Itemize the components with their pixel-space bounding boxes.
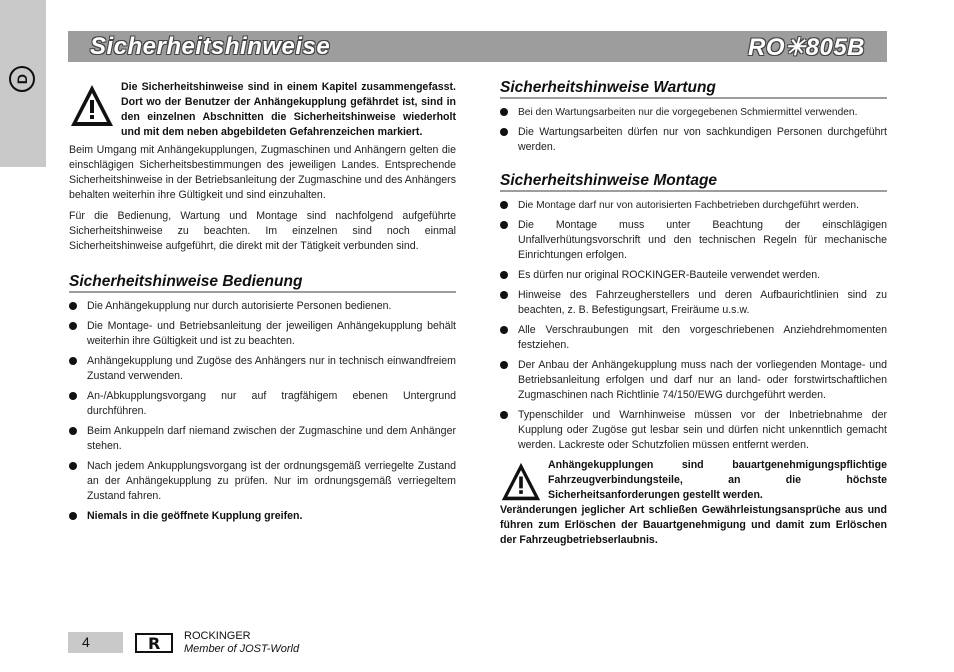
section-heading-wartung: Sicherheitshinweise Wartung xyxy=(500,80,887,99)
wartung-list xyxy=(500,105,887,155)
list-item: Nach jedem Ankupplungsvorgang ist der ordnungsgemäß verriegelte Zustand an der Anhängekupplung zu prüfen. Nur im ordnungsgemäß verriegeltem Zustand fahren. xyxy=(69,459,456,504)
language-badge xyxy=(9,66,35,92)
language-tab xyxy=(0,0,46,167)
section-heading-bedienung: Sicherheitshinweise Bedienung xyxy=(69,274,456,293)
intro-paragraph-2: Für die Bedienung, Wartung und Montage sind nachfolgend aufgeführte Sicherheitshinweise zu beachten. Im einzelnen sind noch einmal Sicherheitshinweise aufgeführt, die direkt mit der Tätigkeit verbunden sind. xyxy=(69,210,456,252)
left-column xyxy=(69,80,456,529)
logo-letter: R xyxy=(148,634,161,653)
list-item: Alle Verschraubungen mit den vorgeschriebenen Anziehdrehmomenten festziehen. xyxy=(500,323,887,353)
warning-text: Anhängekupplungen sind bauartgenehmigungspflichtige Fahrzeugverbindungsteile, an die höchste Sicherheitsanforderungen gestellt werden. xyxy=(548,459,887,501)
language-label: D xyxy=(14,73,30,85)
bedienung-list xyxy=(69,299,456,524)
list-item: Die Montage darf nur von autorisierten Fachbetrieben durchgeführt werden. xyxy=(500,198,887,213)
list-item: Niemals in die geöffnete Kupplung greifen. xyxy=(69,509,456,524)
warning-triangle-icon xyxy=(69,83,115,129)
page-header xyxy=(68,31,887,62)
brand-block xyxy=(184,630,299,656)
intro-paragraph: Beim Umgang mit Anhängekupplungen, Zugmaschinen und Anhängern gelten die einschlägigen Sicherheitsbestimmungen des jeweiligen Landes. Entsprechende Sicherheitshinweise in der Betriebsanleitung der Zugmaschine und des Anhängers behalten weiterhin ihre Gültigkeit und sind einzuhalten. xyxy=(69,144,456,201)
list-item: Der Anbau der Anhängekupplung muss nach der vorliegenden Montage- und Betriebsanleitung erfolgen und darf nur an land- oder forstwirtschaftlichen Zugmaschinen nach Richtlinie 74/150/EWG durchgeführt werden. xyxy=(500,358,887,403)
model-name: RO✳805B xyxy=(748,34,865,61)
list-item: Es dürfen nur original ROCKINGER-Bauteile verwendet werden. xyxy=(500,268,887,283)
section-heading-montage: Sicherheitshinweise Montage xyxy=(500,173,887,192)
page-title: Sicherheitshinweise xyxy=(90,33,331,60)
list-item: Typenschilder und Warnhinweise müssen vor der Inbetriebnahme der Kupplung oder Zugöse gut lesbar sein und dürfen nicht unkenntlich gemacht werden. Lackreste oder Schutzfolien müssen entfernt werden. xyxy=(500,408,887,453)
warning-text-2: Veränderungen jeglicher Art schließen Gewährleistungsansprüche aus und führen zum Erlöschen der Bauartgenehmigung und damit zum Erlöschen der Fahrzeugbetriebserlaubnis. xyxy=(500,504,887,546)
right-column xyxy=(500,80,887,548)
list-item: Die Montage- und Betriebsanleitung der jeweiligen Anhängekupplung behält weiterhin ihre Gültigkeit und ist zu beachten. xyxy=(69,319,456,349)
list-item: Anhängekupplung und Zugöse des Anhängers nur in technisch einwandfreiem Zustand verwenden. xyxy=(69,354,456,384)
warning-block xyxy=(500,458,887,548)
list-item: Hinweise des Fahrzeugherstellers und deren Aufbaurichtlinien sind zu beachten, z. B. Befestigungsart, Freiräume u.s.w. xyxy=(500,288,887,318)
rockinger-logo xyxy=(135,633,173,653)
list-item: Die Wartungsarbeiten dürfen nur von sachkundigen Personen durchgeführt werden. xyxy=(500,125,887,155)
warning-triangle-icon xyxy=(500,461,542,503)
page-number-box xyxy=(68,632,123,653)
list-item: Beim Ankuppeln darf niemand zwischen der Zugmaschine und dem Anhänger stehen. xyxy=(69,424,456,454)
list-item: An-/Abkupplungsvorgang nur auf tragfähigem ebenen Untergrund durchführen. xyxy=(69,389,456,419)
warning-block xyxy=(69,80,456,140)
brand-name: ROCKINGER xyxy=(184,630,251,642)
list-item: Die Montage muss unter Beachtung der einschlägigen Unfallverhütungsvorschrift und den technischen Regeln für mechanische Einrichtungen erfolgen. xyxy=(500,218,887,263)
page-number: 4 xyxy=(82,634,90,650)
list-item: Bei den Wartungsarbeiten nur die vorgegebenen Schmiermittel verwenden. xyxy=(500,105,887,120)
list-item: Die Anhängekupplung nur durch autorisierte Personen bedienen. xyxy=(69,299,456,314)
montage-list xyxy=(500,198,887,453)
warning-text: Die Sicherheitshinweise sind in einem Kapitel zusammengefasst. Dort wo der Benutzer der Anhängekupplung gefährdet ist, sind in den einzelnen Abschnitten die Sicherheitshinweise wiederholt und mit dem neben abgebildeten Gefahrenzeichen markiert. xyxy=(121,81,456,138)
brand-tagline: Member of JOST-World xyxy=(184,643,300,655)
